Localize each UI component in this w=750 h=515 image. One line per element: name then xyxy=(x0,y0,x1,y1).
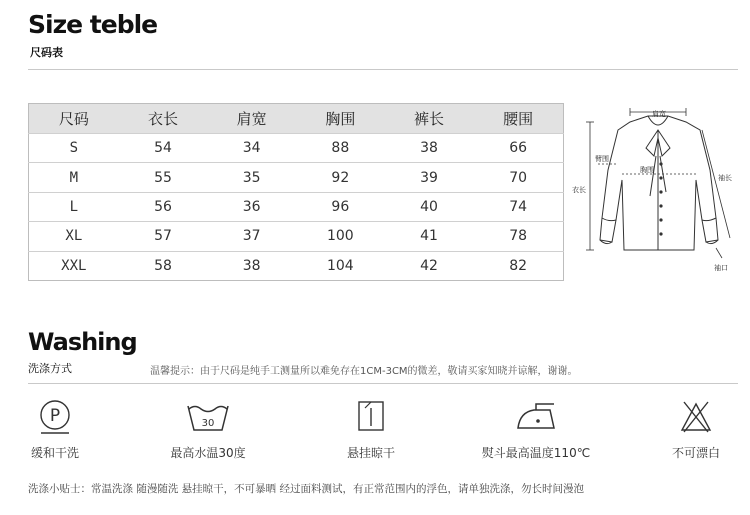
table-cell: 104 xyxy=(326,257,354,274)
gentle-dry-clean-icon xyxy=(35,398,75,436)
size-table-header: 肩宽 xyxy=(207,104,296,134)
care-item-hang-dry xyxy=(301,398,441,461)
size-cell: XXL xyxy=(61,257,87,274)
table-cell: 40 xyxy=(385,192,474,221)
size-section-title: Size teble xyxy=(28,10,158,39)
size-table-header: 裤长 xyxy=(385,104,474,134)
size-table-header: 腰围 xyxy=(473,104,563,134)
table-cell: 96 xyxy=(296,192,385,221)
size-section-subtitle: 尺码表 xyxy=(30,46,63,59)
arm-label: 臂围 xyxy=(595,155,609,163)
table-cell: 35 xyxy=(207,163,296,192)
chest-label: 胸围 xyxy=(640,166,654,174)
care-label: 悬挂晾干 xyxy=(346,446,395,460)
washing-section-subtitle: 洗涤方式 xyxy=(28,362,72,375)
care-label: 不可漂白 xyxy=(671,446,720,460)
table-cell: 82 xyxy=(509,257,528,274)
blouse-outline-icon xyxy=(600,116,718,250)
shoulder-label: 肩宽 xyxy=(652,110,666,118)
table-row xyxy=(29,222,564,251)
table-cell: 56 xyxy=(119,192,208,221)
table-row xyxy=(29,192,564,221)
table-cell: 88 xyxy=(296,134,385,163)
size-cell: L xyxy=(29,192,119,221)
table-cell: 74 xyxy=(473,192,563,221)
care-label: 缓和干洗 xyxy=(30,446,79,460)
table-cell: 38 xyxy=(385,134,474,163)
table-cell: 34 xyxy=(207,134,296,163)
care-item-wash-30 xyxy=(138,398,278,461)
table-row xyxy=(29,251,564,280)
sleeve-label: 袖长 xyxy=(718,174,732,182)
no-bleach-icon xyxy=(676,398,716,436)
cuff-label: 袖口 xyxy=(714,264,728,272)
table-row xyxy=(29,134,564,163)
hang-dry-icon xyxy=(353,398,389,436)
table-cell: 57 xyxy=(119,222,208,251)
garment-measurement-diagram xyxy=(568,100,748,280)
care-label: 最高水温30度 xyxy=(170,446,246,460)
length-label: 衣长 xyxy=(572,186,586,194)
table-cell: 42 xyxy=(420,257,438,274)
size-table-header-row xyxy=(29,104,564,134)
size-cell: M xyxy=(29,163,119,192)
table-cell: 58 xyxy=(154,257,172,274)
care-item-gentle-dry-clean xyxy=(0,398,125,461)
size-table-header: 衣长 xyxy=(119,104,208,134)
table-cell: 39 xyxy=(385,163,474,192)
table-cell: 55 xyxy=(119,163,208,192)
table-cell: 38 xyxy=(242,257,261,274)
size-section-divider xyxy=(28,69,738,70)
table-row xyxy=(29,163,564,192)
care-item-iron xyxy=(466,398,606,461)
table-cell: 37 xyxy=(207,222,296,251)
table-cell: 78 xyxy=(473,222,563,251)
table-cell: 36 xyxy=(207,192,296,221)
size-cell: XL xyxy=(29,222,119,251)
measurement-notice: 温馨提示：由于尺码是纯手工测量所以难免存在1CM-3CM的微差，敬请买家知晓并谅解，谢谢。 xyxy=(150,366,578,377)
size-table-header: 尺码 xyxy=(29,104,119,134)
size-cell: S xyxy=(29,134,119,163)
care-item-no-bleach xyxy=(626,398,750,461)
table-cell: 41 xyxy=(385,222,474,251)
washing-section-title: Washing xyxy=(28,328,137,356)
wash-temperature: 30 xyxy=(201,418,215,429)
size-table xyxy=(28,103,564,281)
care-label: 熨斗最高温度110℃ xyxy=(481,446,591,460)
svg-text:P: P xyxy=(49,406,61,426)
washing-section-divider xyxy=(28,383,738,384)
table-cell: 100 xyxy=(296,222,385,251)
wash-30-icon xyxy=(185,398,231,436)
washing-tips: 洗涤小贴士：常温洗涤 随漫随洗 悬挂晾干，不可暴晒 经过面料测试，有正常范围内的浮色，请单独洗涤，勿长时间漫泡 xyxy=(28,483,585,495)
table-cell: 70 xyxy=(473,163,563,192)
iron-icon xyxy=(512,398,560,436)
table-cell: 66 xyxy=(473,134,563,163)
size-table-header: 胸围 xyxy=(296,104,385,134)
table-cell: 54 xyxy=(119,134,208,163)
table-cell: 92 xyxy=(296,163,385,192)
